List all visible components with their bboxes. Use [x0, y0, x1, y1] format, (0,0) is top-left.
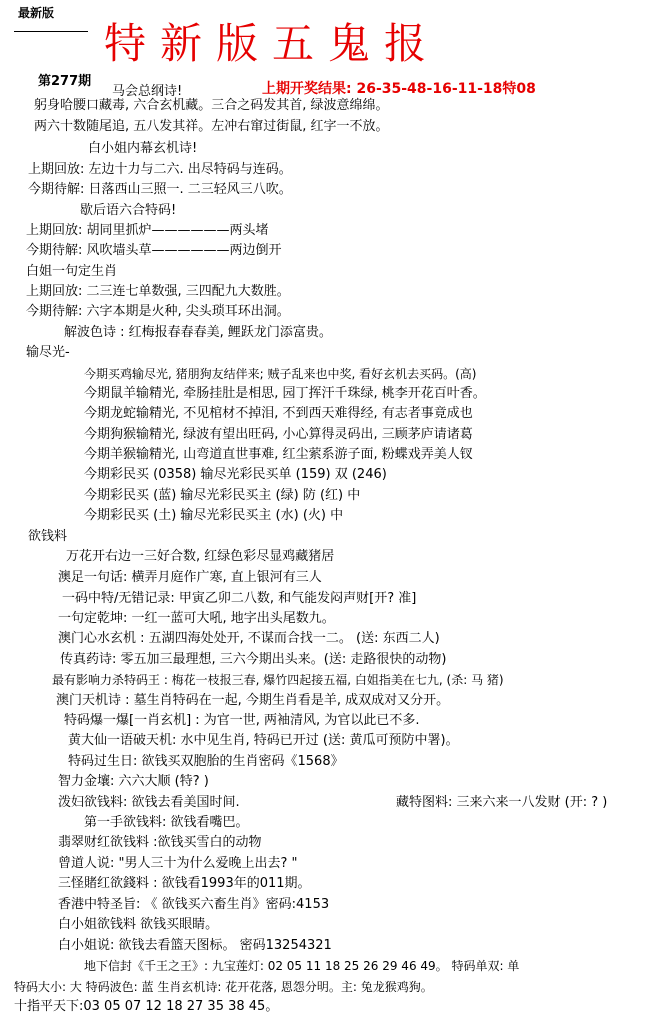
text-line: 解波色诗 : 红梅报春春春美, 鲤跃龙门添富贵。: [64, 325, 332, 340]
text-line: 上期回放: 胡同里抓炉——————两头堵: [26, 223, 269, 238]
text-line: 白小姐说: 欲钱去看篮天图标。 密码13254321: [58, 938, 332, 953]
section-heading: 欲钱料: [28, 529, 68, 544]
text-line: 今期彩民买 (蓝) 输尽光彩民买主 (绿) 防 (红) 中: [84, 488, 361, 503]
text-line: 万花开右边一三好合数, 红绿色彩尽显鸡藏猪居: [66, 549, 335, 564]
text-line: 特码过生日: 欲钱买双胞胎的生肖密码《1568》: [68, 754, 344, 769]
text-line: 特码爆一爆[一肖玄机] : 为官一世, 两袖清风, 为官以此已不多.: [64, 713, 420, 728]
text-line: 传真药诗: 零五加三最理想, 三六今期出头来。(送: 走路很快的动物): [60, 652, 447, 667]
text-line: 一句定乾坤: 一红一蓝可大吼, 地字出头尾数九。: [58, 611, 335, 626]
text-line: 今期待解: 六字本期是火种, 尖头琐耳环出洞。: [26, 304, 290, 319]
text-line: 今期买鸡输尽光, 猪朋狗友结伴来; 贼子乱来也中奖, 看好玄机去买码。(高): [84, 367, 477, 381]
text-line: 地下信封《千王之王》: 九宝莲灯: 02 05 11 18 25 26 29 46 49。 特码单双: 单: [84, 959, 520, 973]
text-line: 今期彩民买 (0358) 输尽光彩民买单 (159) 双 (246): [84, 467, 387, 482]
text-line: 今期待解: 风吹墙头草——————两边倒开: [26, 243, 282, 258]
poem-title: 马会总纲诗!: [112, 84, 183, 99]
text-line: 今期龙蛇输精光, 不见棺材不掉泪, 不到西天难得经, 有志者事竟成也: [84, 406, 473, 421]
issue-number: 第277期: [38, 74, 92, 89]
text-line: 今期鼠羊输精光, 牵肠挂肚是相思, 园丁挥汗千珠绿, 桃李开花百叶香。: [84, 386, 486, 401]
text-line: 藏特图料: 三来六来一八发财 (开: ? ): [396, 795, 608, 810]
text-line: 一码中特/无错记录: 甲寅乙卯二八数, 和气能发闷声财[开? 准]: [62, 591, 417, 606]
text-line: 香港中特圣旨: 《 欲钱买六畜生肖》密码:4153: [58, 897, 330, 912]
corner-divider: [14, 31, 88, 32]
text-line: 黄大仙一语破天机: 水中见生肖, 特码已开过 (送: 黄瓜可预防中署)。: [68, 733, 459, 748]
text-line: 曾道人说: "男人三十为什么爱晚上出去? ": [58, 856, 298, 871]
text-line: 十指平天下:03 05 07 12 18 27 35 38 45。: [14, 999, 279, 1014]
text-line: 今期彩民买 (土) 输尽光彩民买主 (水) (火) 中: [84, 508, 344, 523]
text-line: 上期回放: 二三连七单数强, 三四配九大数胜。: [26, 284, 290, 299]
last-draw-result: 上期开奖结果: 26-35-48-16-11-18特08: [262, 81, 536, 97]
text-line: 躬身哈腰口藏毒, 六合玄机藏。三合之码发其首, 绿波意绵绵。: [34, 98, 389, 113]
section-heading: 输尽光-: [26, 345, 70, 360]
page-title: 特新版五鬼报: [104, 19, 441, 68]
text-line: 澳足一句话: 横弄月庭作广寒, 直上银河有三人: [58, 570, 322, 585]
corner-label: 最新版: [18, 6, 55, 20]
section-heading: 白姐一句定生肖: [26, 264, 118, 279]
text-line: 澳门天机诗 : 墓生肖特码在一起, 今期生肖看是羊, 成双成对又分开。: [56, 693, 450, 708]
text-line: 特码大小: 大 特码波色: 蓝 生肖玄机诗: 花开花落, 恩怨分明。主: 兔龙猴鸡狗。: [14, 980, 433, 994]
text-line: 上期回放: 左边十力与二六. 出尽特码与连码。: [28, 162, 292, 177]
text-line: 今期狗猴输精光, 绿波有望出旺码, 小心算得灵码出, 三顾茅庐请诸葛: [84, 427, 473, 442]
text-line: 白小姐欲钱料 欲钱买眼睛。: [58, 917, 219, 932]
section-heading: 歇后语六合特码!: [80, 203, 177, 218]
text-line: 泼妇欲钱料: 欲钱去看美国时间.: [58, 795, 240, 810]
text-line: 今期待解: 日落西山三照一. 二三轻风三八吹。: [28, 182, 292, 197]
text-line: 最有影响力杀特码王 : 梅花一枝报三春, 爆竹四起接五福, 白姐指美在七九, (杀: 马 猪): [52, 673, 504, 687]
text-line: 澳门心水玄机 : 五湖四海处处开, 不谋而合找一二。 (送: 东西二人): [58, 631, 440, 646]
text-line: 三怪賭红欲錢料 : 欲钱看1993年的011期。: [58, 876, 311, 891]
section-heading: 白小姐内幕玄机诗!: [88, 141, 198, 156]
text-line: 第一手欲钱料: 欲钱看嘴巴。: [84, 815, 249, 830]
text-line: 两六十数随尾追, 五八发其祥。左冲右窜过街鼠, 红字一不放。: [34, 119, 389, 134]
text-line: 今期羊猴输精光, 山弯道直世事难, 红尘萦系游子面, 粉蝶戏弄美人钗: [84, 447, 473, 462]
text-line: 智力金壤: 六六大顺 (特? ): [58, 774, 209, 789]
text-line: 翡翠财红欲钱料 :欲钱买雪白的动物: [58, 835, 262, 850]
